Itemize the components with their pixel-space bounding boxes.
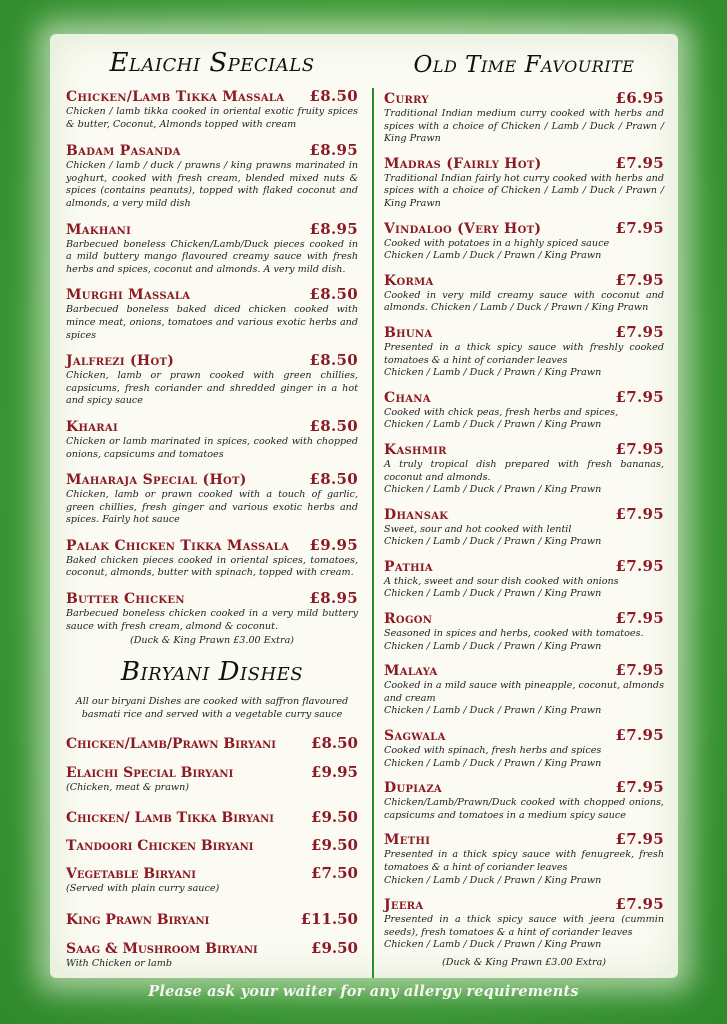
menu-item-description: Presented in a thick spicy sauce with freshly cooked tomatoes & a hint of coriander leaves bbox=[384, 341, 664, 366]
elaichi-specials-list bbox=[66, 88, 358, 633]
menu-item-name: Pathia bbox=[384, 558, 433, 575]
menu-item bbox=[66, 88, 358, 131]
menu-item bbox=[384, 272, 664, 315]
menu-item-name: Curry bbox=[384, 91, 429, 107]
menu-item-header bbox=[384, 441, 664, 459]
menu-item-description: Chicken, lamb or prawn cooked with green chillies, capsicums, fresh coriander and shredded ginger in a hot and spicy sauce bbox=[66, 370, 358, 407]
menu-item-name: Jalfrezi (Hot) bbox=[66, 353, 175, 370]
menu-item-price: £7.95 bbox=[615, 895, 664, 914]
menu-item-header bbox=[66, 352, 358, 370]
menu-item bbox=[66, 352, 358, 408]
menu-item-header bbox=[384, 558, 664, 576]
menu-item-options: Chicken / Lamb / Duck / Prawn / King Prawn bbox=[384, 250, 602, 262]
menu-item-name: Bhuna bbox=[384, 324, 433, 341]
menu-item-description: Cooked in a mild sauce with pineapple, coconut, almonds and cream bbox=[384, 680, 664, 704]
biryani-item-note: With Chicken or lamb bbox=[66, 958, 172, 970]
menu-item-name: Chicken/Lamb Tikka Massala bbox=[66, 89, 285, 105]
menu-item bbox=[384, 727, 664, 770]
menu-item-header bbox=[384, 662, 664, 680]
menu-panel bbox=[50, 34, 678, 978]
biryani-item-header bbox=[66, 911, 358, 929]
menu-item bbox=[384, 831, 664, 887]
extra-charge-note-right: (Duck & King Prawn £3.00 Extra) bbox=[441, 956, 607, 968]
biryani-item-name: Chicken/ Lamb Tikka Biryani bbox=[66, 809, 274, 826]
menu-item-price: £8.50 bbox=[309, 351, 358, 370]
menu-item-name: Kharai bbox=[66, 418, 118, 435]
menu-item-price: £7.95 bbox=[615, 609, 664, 628]
menu-item-description: Presented in a thick spicy sauce with fenugreek, fresh tomatoes & a hint of coriander leaves bbox=[384, 849, 664, 873]
menu-item-header bbox=[384, 506, 664, 524]
menu-item-header bbox=[384, 896, 664, 914]
menu-item-name: Dupiaza bbox=[384, 780, 442, 797]
menu-item-description: Traditional Indian fairly hot curry cooked with herbs and spices with a choice of Chicken / Lamb / Duck / Prawn / King Prawn bbox=[384, 172, 664, 209]
menu-item-options: Chicken / Lamb / Duck / Prawn / King Prawn bbox=[384, 939, 602, 951]
menu-item bbox=[66, 418, 358, 461]
menu-item bbox=[384, 155, 664, 211]
menu-item-price: £8.50 bbox=[309, 416, 358, 435]
biryani-item-name: King Prawn Biryani bbox=[66, 912, 210, 929]
menu-item bbox=[384, 324, 664, 380]
biryani-item-price: £11.50 bbox=[300, 910, 358, 929]
menu-item-header bbox=[384, 155, 664, 173]
biryani-item bbox=[66, 735, 358, 753]
menu-item-description: Cooked with potatoes in a highly spiced sauce bbox=[384, 237, 610, 249]
section-title-old-time-favourite: Old Time Favourite bbox=[413, 52, 635, 78]
biryani-item bbox=[66, 764, 358, 795]
menu-item-name: Kashmir bbox=[384, 441, 447, 458]
menu-item-price: £7.95 bbox=[615, 270, 664, 289]
menu-item-price: £7.95 bbox=[615, 322, 664, 341]
menu-item-price: £7.95 bbox=[615, 153, 664, 172]
section-title-elaichi-specials: Elaichi Specials bbox=[109, 48, 315, 78]
biryani-item-name: Chicken/Lamb/Prawn Biryani bbox=[66, 736, 276, 753]
menu-item-name: Badam Pasanda bbox=[66, 143, 181, 160]
menu-item-price: £7.95 bbox=[615, 439, 664, 458]
menu-item-price: £8.50 bbox=[309, 470, 358, 489]
menu-item-price: £7.95 bbox=[615, 778, 664, 797]
menu-item-price: £7.95 bbox=[615, 726, 664, 745]
biryani-intro: All our biryani Dishes are cooked with saffron flavoured basmati rice and served with a vegetable curry sauce bbox=[75, 696, 349, 721]
biryani-item bbox=[66, 911, 358, 929]
menu-item bbox=[384, 506, 664, 549]
biryani-item-price: £9.95 bbox=[311, 763, 358, 782]
menu-item-price: £7.95 bbox=[615, 661, 664, 680]
menu-item-price: £8.95 bbox=[309, 141, 358, 160]
menu-item-name: Vindaloo (Very Hot) bbox=[384, 220, 542, 237]
menu-item-price: £8.95 bbox=[309, 589, 358, 608]
biryani-item-header bbox=[66, 735, 358, 753]
menu-item-header bbox=[384, 727, 664, 745]
menu-item-price: £7.95 bbox=[615, 830, 664, 849]
menu-item-price: £7.95 bbox=[615, 556, 664, 575]
menu-item-header bbox=[66, 142, 358, 160]
menu-item-options: Chicken / Lamb / Duck / Prawn / King Prawn bbox=[384, 705, 602, 717]
menu-item-description: Baked chicken pieces cooked in oriental spices, tomatoes, coconut, almonds, butter with spinach, topped with cream. bbox=[66, 554, 358, 579]
biryani-item-header bbox=[66, 764, 358, 782]
old-time-favourite-list bbox=[384, 90, 664, 952]
menu-item-description: A truly tropical dish prepared with fresh bananas, coconut and almonds. bbox=[384, 458, 664, 483]
menu-item-header bbox=[384, 272, 664, 290]
menu-item bbox=[66, 471, 358, 527]
menu-item-name: Chana bbox=[384, 389, 431, 406]
menu-item-price: £8.50 bbox=[309, 285, 358, 304]
menu-item-header bbox=[66, 221, 358, 239]
biryani-item-price: £7.50 bbox=[311, 863, 358, 882]
menu-item-options: Chicken / Lamb / Duck / Prawn / King Prawn bbox=[384, 588, 602, 600]
menu-item-options: Chicken / Lamb / Duck / Prawn / King Prawn bbox=[384, 757, 602, 769]
menu-item-name: Maharaja Special (Hot) bbox=[66, 472, 247, 489]
menu-item-description: A thick, sweet and sour dish cooked with onions bbox=[384, 575, 619, 587]
menu-item bbox=[66, 590, 358, 633]
menu-item bbox=[384, 389, 664, 432]
extra-charge-note: (Duck & King Prawn £3.00 Extra) bbox=[129, 635, 295, 647]
allergy-footer: Please ask your waiter for any allergy requirements bbox=[148, 983, 579, 1000]
biryani-item bbox=[66, 940, 358, 971]
menu-item bbox=[384, 896, 664, 952]
biryani-item-name: Elaichi Special Biryani bbox=[66, 765, 234, 782]
biryani-item bbox=[66, 837, 358, 855]
menu-item-options: Chicken / Lamb / Duck / Prawn / King Prawn bbox=[384, 484, 602, 496]
menu-item-name: Palak Chicken Tikka Massala bbox=[66, 537, 290, 554]
menu-item-name: Murghi Massala bbox=[66, 287, 191, 304]
menu-item-name: Malaya bbox=[384, 663, 438, 680]
menu-item-name: Jeera bbox=[384, 897, 424, 914]
menu-item bbox=[66, 142, 358, 210]
biryani-item-header bbox=[66, 837, 358, 855]
menu-item bbox=[66, 286, 358, 342]
menu-item-price: £9.95 bbox=[309, 535, 358, 554]
menu-item-description: Seasoned in spices and herbs, cooked with tomatoes. bbox=[384, 628, 644, 640]
menu-item bbox=[384, 662, 664, 718]
menu-item-options: Chicken / Lamb / Duck / Prawn / King Prawn bbox=[384, 367, 602, 379]
menu-item-header bbox=[384, 389, 664, 407]
menu-item bbox=[384, 610, 664, 653]
menu-item-name: Butter Chicken bbox=[66, 591, 185, 608]
biryani-item-name: Vegetable Biryani bbox=[66, 865, 196, 882]
menu-item-price: £7.95 bbox=[615, 504, 664, 523]
left-column bbox=[66, 34, 358, 971]
column-divider bbox=[372, 88, 374, 978]
biryani-item-note: (Served with plain curry sauce) bbox=[66, 882, 220, 894]
menu-item bbox=[66, 221, 358, 277]
menu-item-description: Chicken/Lamb/Prawn/Duck cooked with chopped onions, capsicums and tomatoes in a medium spicy sauce bbox=[384, 797, 664, 821]
menu-item-price: £7.95 bbox=[615, 218, 664, 237]
menu-item bbox=[384, 441, 664, 497]
menu-item-options: Chicken / Lamb / Duck / Prawn / King Prawn bbox=[384, 536, 602, 548]
menu-item-name: Methi bbox=[384, 832, 431, 849]
menu-item-description: Chicken / lamb / duck / prawns / king prawns marinated in yoghurt, cooked with fresh cream, blended mixed nuts & spices (contains peanuts), topped with flaked coconut and almonds, a very mild dish bbox=[66, 160, 358, 209]
menu-item-description: Chicken, lamb or prawn cooked with a touch of garlic, green chillies, fresh ginger and various exotic herbs and spices. Fairly hot sauce bbox=[66, 489, 358, 526]
biryani-item-name: Saag & Mushroom Biryani bbox=[66, 941, 258, 958]
menu-item-options: Chicken / Lamb / Duck / Prawn / King Prawn bbox=[384, 874, 602, 886]
right-column bbox=[384, 34, 664, 969]
menu-item-header bbox=[66, 471, 358, 489]
menu-item-header bbox=[384, 831, 664, 849]
menu-item-options: Chicken / Lamb / Duck / Prawn / King Prawn bbox=[384, 640, 602, 652]
menu-item bbox=[384, 220, 664, 263]
biryani-item bbox=[66, 865, 358, 896]
biryani-item-name: Tandoori Chicken Biryani bbox=[66, 837, 254, 854]
menu-item-description: Sweet, sour and hot cooked with lentil bbox=[384, 523, 572, 535]
biryani-item bbox=[66, 809, 358, 827]
menu-item-header bbox=[384, 220, 664, 238]
biryani-item-price: £9.50 bbox=[311, 939, 358, 958]
menu-item bbox=[384, 779, 664, 822]
menu-item-description: Barbecued boneless Chicken/Lamb/Duck pieces cooked in a mild buttery mango flavoured creamy sauce with fresh herbs and spices, coconut and almonds. A very mild dish. bbox=[66, 238, 358, 275]
menu-item-description: Cooked with spinach, fresh herbs and spices bbox=[384, 745, 602, 757]
biryani-item-header bbox=[66, 865, 358, 883]
menu-item-header bbox=[384, 779, 664, 797]
menu-item-header bbox=[66, 537, 358, 555]
menu-item-header bbox=[384, 610, 664, 628]
menu-item bbox=[384, 558, 664, 601]
biryani-item-price: £9.50 bbox=[311, 835, 358, 854]
section-title-biryani-dishes: Biryani Dishes bbox=[120, 657, 304, 688]
menu-item-header bbox=[66, 590, 358, 608]
menu-item-price: £7.95 bbox=[615, 387, 664, 406]
menu-item-price: £8.95 bbox=[309, 219, 358, 238]
menu-item-header bbox=[66, 418, 358, 436]
menu-item-description: Presented in a thick spicy sauce with jeera (cummin seeds), fresh tomatoes & a hint of coriander leaves bbox=[384, 914, 664, 938]
menu-item-name: Korma bbox=[384, 272, 434, 289]
menu-item-name: Rogon bbox=[384, 611, 433, 628]
menu-item-price: £8.50 bbox=[309, 87, 358, 105]
menu-item-price: £6.95 bbox=[615, 89, 664, 107]
menu-item bbox=[384, 90, 664, 146]
menu-item-description: Barbecued boneless baked diced chicken cooked with mince meat, onions, tomatoes and various exotic herbs and spices bbox=[66, 304, 358, 341]
menu-item-description: Traditional Indian medium curry cooked with herbs and spices with a choice of Chicken / Lamb / Duck / Prawn / King Prawn bbox=[384, 108, 664, 145]
menu-item-options: Chicken / Lamb / Duck / Prawn / King Prawn bbox=[384, 419, 602, 431]
menu-item-description: Cooked in very mild creamy sauce with coconut and almonds. Chicken / Lamb / Duck / Prawn / King Prawn bbox=[384, 289, 664, 314]
menu-item-description: Barbecued boneless chicken cooked in a very mild buttery sauce with fresh cream, almond & coconut. bbox=[66, 608, 358, 632]
menu-item-description: Cooked with chick peas, fresh herbs and spices, bbox=[384, 406, 619, 418]
menu-item-name: Makhani bbox=[66, 221, 132, 238]
menu-item-header bbox=[384, 90, 664, 108]
menu-item bbox=[66, 537, 358, 580]
menu-item-header bbox=[66, 286, 358, 304]
biryani-item-header bbox=[66, 809, 358, 827]
menu-item-header bbox=[384, 324, 664, 342]
biryani-item-header bbox=[66, 940, 358, 958]
biryani-list bbox=[66, 735, 358, 971]
biryani-item-price: £9.50 bbox=[311, 807, 358, 826]
menu-item-header bbox=[66, 88, 358, 106]
menu-item-name: Sagwala bbox=[384, 728, 446, 745]
menu-item-name: Madras (Fairly Hot) bbox=[384, 155, 542, 172]
biryani-item-note: (Chicken, meat & prawn) bbox=[66, 782, 190, 794]
menu-item-description: Chicken or lamb marinated in spices, cooked with chopped onions, capsicums and tomatoes bbox=[66, 435, 358, 460]
menu-item-name: Dhansak bbox=[384, 506, 449, 523]
menu-item-description: Chicken / lamb tikka cooked in oriental exotic fruity spices & butter, Coconut, Almonds topped with cream bbox=[66, 106, 358, 130]
biryani-item-price: £8.50 bbox=[311, 734, 358, 753]
